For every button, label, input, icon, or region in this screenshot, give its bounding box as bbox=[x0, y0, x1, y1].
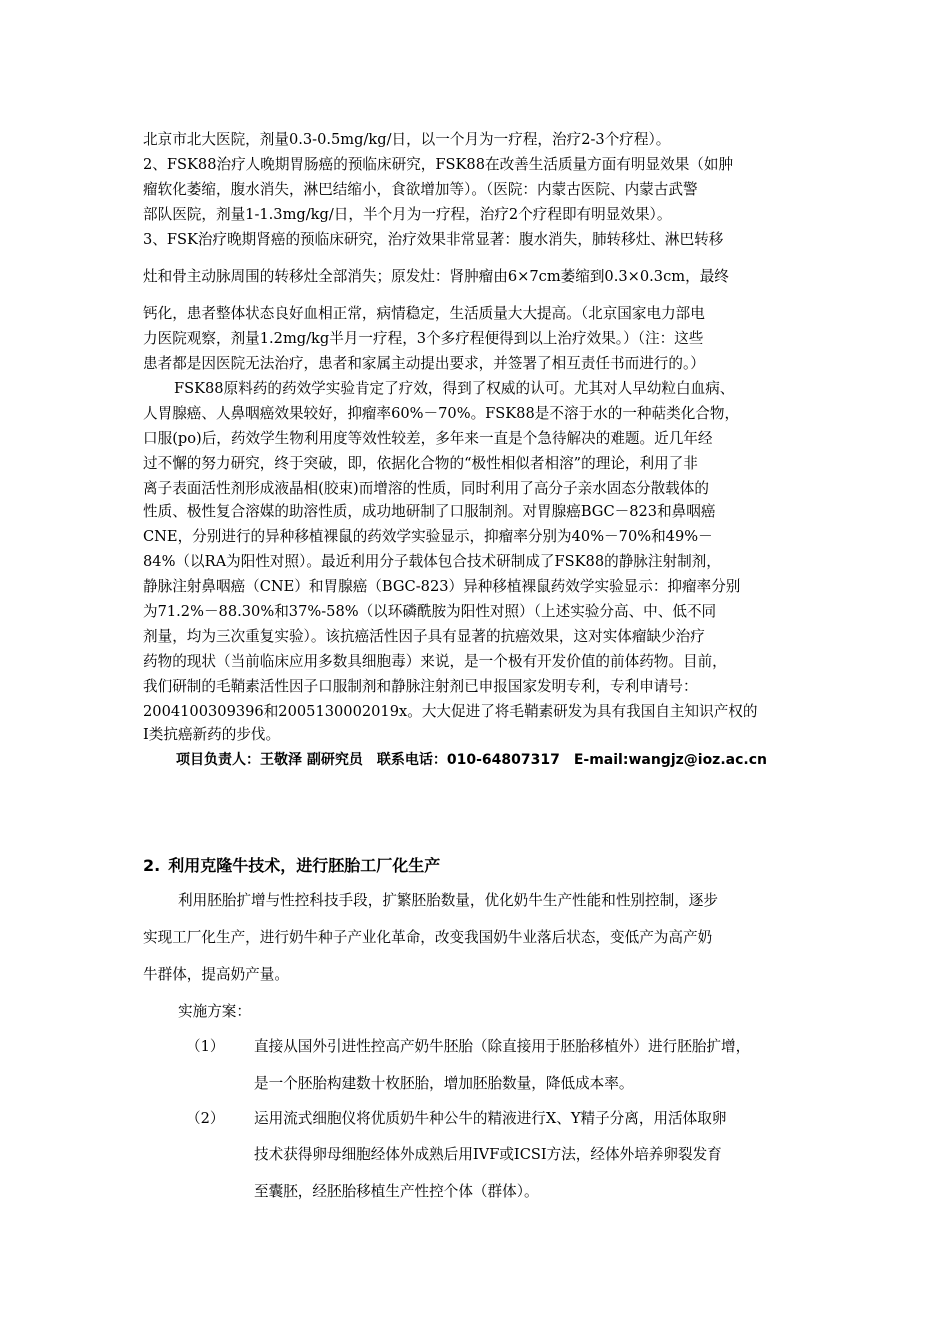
section-heading bbox=[143, 855, 440, 877]
text-line: Ⅰ类抗癌新药的步伐。 bbox=[143, 726, 281, 743]
section-title: 利用克隆牛技术，进行胚胎工厂化生产 bbox=[168, 856, 441, 875]
plan-label: 实施方案： bbox=[178, 1003, 251, 1020]
text-line: 为71.2%－88.30%和37%-58%（以环磷酰胺为阳性对照）（上述实验分高、中、低不同 bbox=[143, 603, 717, 620]
step-text: 技术获得卵母细胞经体外成熟后用IVF或ICSI方法，经体外培养卵裂发育 bbox=[254, 1146, 722, 1163]
contact-phone: 联系电话：010-64807317 bbox=[376, 752, 560, 768]
contact-email[interactable]: E-mail:wangjz@ioz.ac.cn bbox=[573, 752, 767, 768]
text-line: 2004100309396和2005130002019x。大大促进了将毛鞘素研发为具有我国自主知识产权的 bbox=[143, 703, 758, 720]
text-line: 药物的现状（当前临床应用多数具细胞毒）来说，是一个极有开发价值的前体药物。目前， bbox=[143, 653, 727, 670]
text-line: 钙化，患者整体状态良好血相正常，病情稳定，生活质量大大提高。（北京国家电力部电 bbox=[143, 305, 705, 322]
text-line: 性质、极性复合溶媒的助溶性质，成功地研制了口服制剂。对胃腺癌BGC－823和鼻咽癌 bbox=[143, 503, 716, 520]
text-line: 口服(po)后，药效学生物利用度等效性较差，多年来一直是个急待解决的难题。近几年经 bbox=[143, 430, 713, 447]
text-line: 静脉注射鼻咽癌（CNE）和胃腺癌（BGC-823）异种移植裸鼠药效学实验显示：抑瘤率分别 bbox=[143, 578, 741, 595]
text-line: 过不懈的努力研究，终于突破，即，依据化合物的“极性相似者相溶”的理论，利用了非 bbox=[143, 455, 698, 472]
text-line: CNE，分别进行的异种移植裸鼠的药效学实验显示，抑瘤率分别为40%－70%和49%－ bbox=[143, 528, 713, 545]
paragraph-first-line: FSK88原料药的药效学实验肯定了疗效，得到了权威的认可。尤其对人早幼粒白血病、 bbox=[174, 380, 735, 397]
paragraph-first-line: 利用胚胎扩增与性控科技手段，扩繁胚胎数量，优化奶牛生产性能和性别控制，逐步 bbox=[178, 892, 718, 909]
text-line: 北京市北大医院，剂量0.3-0.5mg/kg/日，以一个月为一疗程，治疗2-3个疗程）。 bbox=[143, 131, 671, 148]
step-text: 是一个胚胎构建数十枚胚胎，增加胚胎数量，降低成本率。 bbox=[254, 1075, 634, 1092]
text-line: 灶和骨主动脉周围的转移灶全部消失；原发灶：肾肿瘤由6×7cm萎缩到0.3×0.3cm，最终 bbox=[143, 268, 729, 285]
step-text: 直接从国外引进性控高产奶牛胚胎（除直接用于胚胎移植外）进行胚胎扩增， bbox=[254, 1038, 751, 1055]
project-contact bbox=[176, 750, 767, 770]
text-line: 3、FSK治疗晚期肾癌的预临床研究，治疗效果非常显著：腹水消失，肺转移灶、淋巴转移 bbox=[143, 231, 724, 248]
step-text: 运用流式细胞仪将优质奶牛种公牛的精液进行X、Y精子分离，用活体取卵 bbox=[254, 1110, 727, 1127]
step-number: （1） bbox=[186, 1038, 225, 1055]
project-leader: 项目负责人：王敬泽 副研究员 bbox=[176, 752, 363, 768]
step-text: 至囊胚，经胚胎移植生产性控个体（群体）。 bbox=[254, 1183, 539, 1200]
text-line: 牛群体，提高奶产量。 bbox=[143, 966, 289, 983]
text-line: 我们研制的毛鞘素活性因子口服制剂和静脉注射剂已申报国家发明专利，专利申请号： bbox=[143, 678, 698, 695]
step-number: （2） bbox=[186, 1110, 225, 1127]
text-line: 患者都是因医院无法治疗，患者和家属主动提出要求，并签署了相互责任书而进行的。） bbox=[143, 355, 705, 372]
text-line: 部队医院，剂量1-1.3mg/kg/日，半个月为一疗程，治疗2个疗程即有明显效果）。 bbox=[143, 206, 672, 223]
text-line: 剂量，均为三次重复实验）。该抗癌活性因子具有显著的抗癌效果，这对实体瘤缺少治疗 bbox=[143, 628, 705, 645]
text-line: 2、FSK88治疗人晚期胃肠癌的预临床研究，FSK88在改善生活质量方面有明显效果（如肿 bbox=[143, 156, 734, 173]
section-number: 2. bbox=[143, 856, 161, 875]
text-line: 84%（以RA为阳性对照）。最近利用分子载体包合技术研制成了FSK88的静脉注射制剂， bbox=[143, 553, 721, 570]
text-line: 力医院观察，剂量1.2mg/kg半月一疗程，3个多疗程便得到以上治疗效果。）（注：这些 bbox=[143, 330, 704, 347]
text-line: 实现工厂化生产，进行奶牛种子产业化革命，改变我国奶牛业落后状态，变低产为高产奶 bbox=[143, 929, 713, 946]
text-line: 瘤软化萎缩，腹水消失，淋巴结缩小，食欲增加等）。（医院：内蒙古医院、内蒙古武警 bbox=[143, 181, 698, 198]
text-line: 人胃腺癌、人鼻咽癌效果较好，抑瘤率60%－70%。FSK88是不溶于水的一种萜类化合物， bbox=[143, 405, 740, 422]
text-line: 离子表面活性剂形成液晶相(胶束)而增溶的性质，同时利用了高分子亲水固态分散载体的 bbox=[143, 480, 709, 497]
